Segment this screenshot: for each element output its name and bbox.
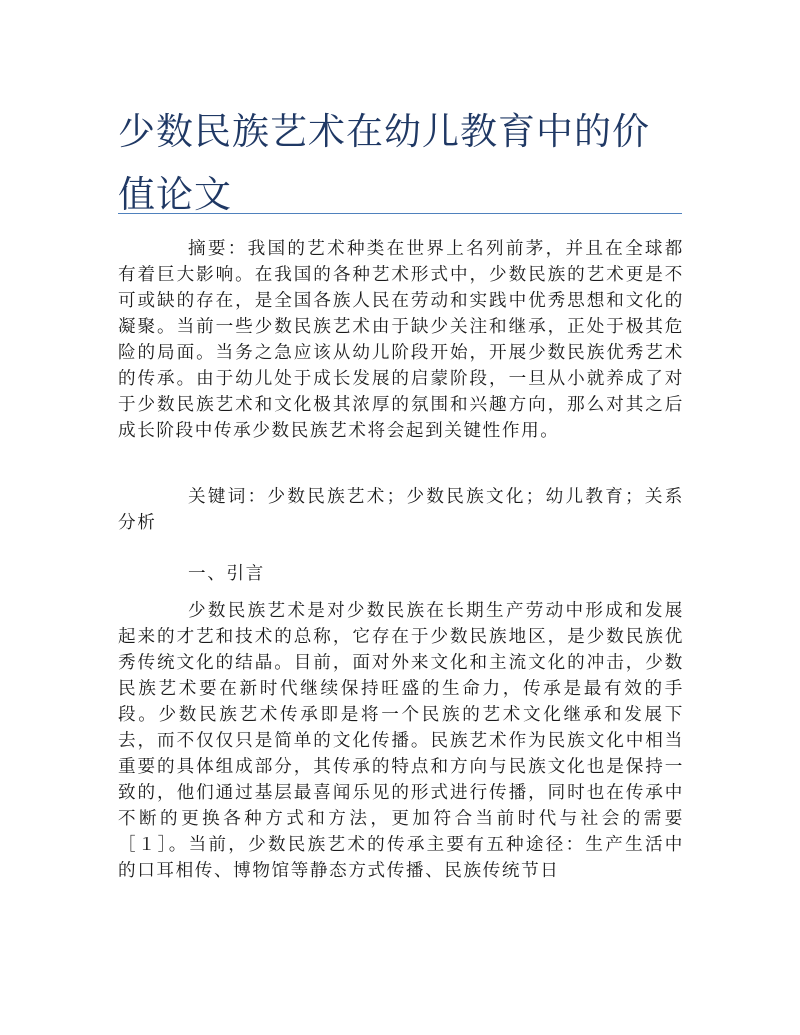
keywords-text: 少数民族艺术；少数民族文化；幼儿教育；关系分析 bbox=[118, 487, 684, 533]
abstract-label: 摘要： bbox=[188, 239, 248, 259]
intro-paragraph: 少数民族艺术是对少数民族在长期生产劳动中形成和发展起来的才艺和技术的总称，它存在于少数民族地区，是少数民族优秀传统文化的结晶。目前，面对外来文化和主流文化的冲击，少数民族艺术要在新时代继续保持旺盛的生命力，传承是最有效的手段。少数民族艺术传承即是将一个民族的艺术文化继承和发展下去，而不仅仅只是简单的文化传播。民族艺术作为民族文化中相当重要的具体组成部分，其传承的特点和方向与民族文化也是保持一致的，他们通过基层最喜闻乐见的形式进行传播，同时也在传承中不断的更换各种方式和方法，更加符合当前时代与社会的需要［１］。当前，少数民族艺术的传承主要有五种途径：生产生活中的口耳相传、博物馆等静态方式传播、民族传统节日 bbox=[118, 601, 684, 881]
keywords-paragraph bbox=[118, 484, 684, 536]
abstract-paragraph bbox=[118, 236, 684, 444]
title-underline bbox=[118, 213, 682, 214]
section-heading: 一、引言 bbox=[188, 564, 265, 584]
keywords-label: 关键词： bbox=[188, 487, 268, 507]
document-title: 少数民族艺术在幼儿教育中的价值论文 bbox=[118, 110, 650, 216]
abstract-text: 我国的艺术种类在世界上名列前茅，并且在全球都有着巨大影响。在我国的各种艺术形式中，少数民族的艺术更是不可或缺的存在，是全国各族人民在劳动和实践中优秀思想和文化的凝聚。当前一些少数民族艺术由于缺少关注和继承，正处于极其危险的局面。当务之急应该从幼儿阶段开始，开展少数民族优秀艺术的传承。由于幼儿处于成长发展的启蒙阶段，一旦从小就养成了对于少数民族艺术和文化极其浓厚的氛围和兴趣方向，那么对其之后成长阶段中传承少数民族艺术将会起到关键性作用。 bbox=[118, 239, 684, 441]
